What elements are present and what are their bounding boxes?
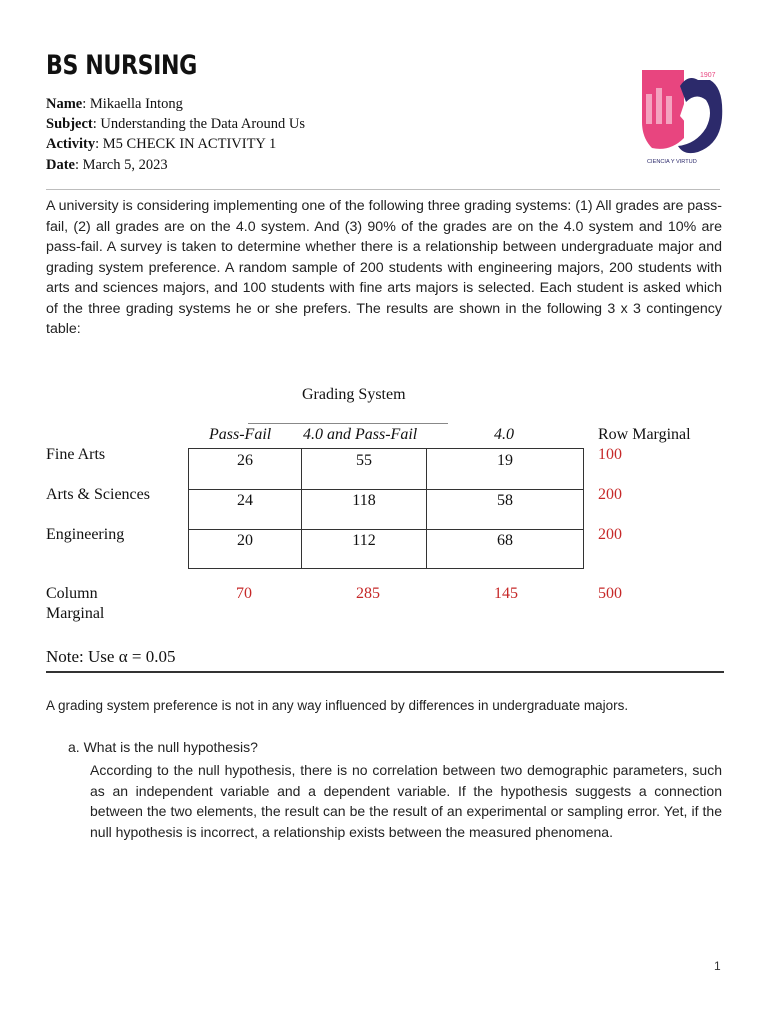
- date-label: Date: [46, 157, 75, 173]
- grand-total: 500: [598, 585, 622, 602]
- column-marginal-pass-fail: 70: [236, 585, 252, 602]
- table-cell: 55: [356, 452, 372, 469]
- logo-year: 1907: [700, 72, 716, 79]
- col-header-pass-fail: Pass-Fail: [209, 426, 272, 443]
- activity-label: Activity: [46, 136, 96, 152]
- table-cell: 19: [497, 452, 513, 469]
- subject-line: [46, 114, 305, 134]
- column-marginal-4-0: 145: [494, 585, 518, 602]
- column-marginal-label-1: Column: [46, 585, 98, 602]
- table-cell: 112: [352, 532, 376, 549]
- table-cell: 118: [352, 492, 376, 509]
- logo-motto: CIENCIA Y VIRTUD: [647, 159, 697, 165]
- subject-value: : Understanding the Data Around Us: [92, 116, 305, 132]
- hypothesis-statement: A grading system preference is not in any way influenced by differences in undergraduate majors.: [46, 698, 629, 713]
- name-value: : Mikaella Intong: [82, 96, 183, 112]
- table-divider: [189, 529, 583, 530]
- subject-label: Subject: [46, 116, 93, 132]
- document-title: BS NURSING: [46, 50, 197, 81]
- table-title-underline: [248, 423, 448, 424]
- row-label-engineering: Engineering: [46, 526, 125, 543]
- table-title: Grading System: [302, 386, 406, 403]
- column-marginal-4-and-pass-fail: 285: [356, 585, 380, 602]
- contingency-table: [188, 448, 584, 569]
- activity-value: : M5 CHECK IN ACTIVITY 1: [95, 136, 277, 152]
- date-line: [46, 155, 168, 175]
- row-marginal-engineering: 200: [598, 526, 622, 543]
- question-a: a. What is the null hypothesis?: [68, 739, 258, 755]
- table-divider: [189, 489, 583, 490]
- table-cell: 24: [237, 492, 253, 509]
- alpha-note: Note: Use α = 0.05: [46, 647, 176, 666]
- intro-paragraph: A university is considering implementing one of the following three grading systems: (1) All grades are pass-fail, (2) all grades are on the 4.0 system. And (3) 90% of the grades are on the 4.0 system and 10% are pass-fail. A survey is taken to determine whether there is a relationship between undergraduate major and grading system preference. A random sample of 200 students with engineering majors, 200 students with arts and sciences majors, and 100 students with fine arts majors is selected. Each student is asked which of the three grading systems he or she prefers. The results are shown in the following 3 x 3 contingency table:: [46, 198, 722, 337]
- activity-line: [46, 134, 276, 154]
- section-divider: [46, 671, 724, 673]
- university-logo: [640, 66, 724, 168]
- table-divider: [426, 449, 427, 568]
- answer-a: According to the null hypothesis, there is no correlation between two demographic parameters, such as an independent variable and a dependent variable. If the hypothesis suggests a connection between the two elements, the result can be the result of an experimental or sampling error. Yet, if the null hypothesis is incorrect, a relationship exists between the measured phenomena.: [90, 762, 722, 840]
- table-cell: 20: [237, 532, 253, 549]
- row-label-arts-sciences: Arts & Sciences: [46, 486, 150, 503]
- row-marginal-fine-arts: 100: [598, 446, 622, 463]
- col-header-4-0: 4.0: [494, 426, 514, 443]
- table-divider: [301, 449, 302, 568]
- row-marginal-arts-sciences: 200: [598, 486, 622, 503]
- table-cell: 68: [497, 532, 513, 549]
- name-line: [46, 94, 183, 114]
- col-header-row-marginal: Row Marginal: [598, 426, 691, 443]
- column-marginal-label-2: Marginal: [46, 605, 105, 622]
- table-cell: 26: [237, 452, 253, 469]
- page-number: 1: [714, 959, 721, 973]
- date-value: : March 5, 2023: [75, 157, 168, 173]
- name-label: Name: [46, 96, 83, 112]
- header-divider: [46, 189, 720, 190]
- row-label-fine-arts: Fine Arts: [46, 446, 106, 463]
- table-cell: 58: [497, 492, 513, 509]
- col-header-4-and-pass-fail: 4.0 and Pass-Fail: [303, 426, 418, 443]
